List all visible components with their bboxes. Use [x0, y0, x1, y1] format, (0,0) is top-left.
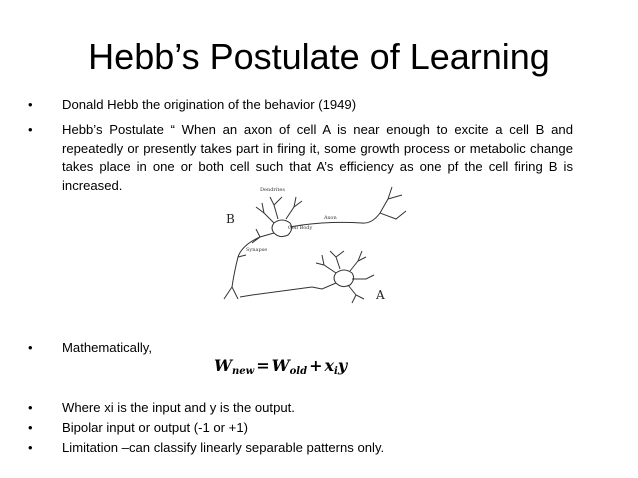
bullet-marker: •: [28, 440, 33, 455]
bullet-hebb-postulate: Hebb’s Postulate “ When an axon of cell A is near enough to excite a cell B and repeatedly or presently takes part in firing it, some growth process or metabolic change takes place in one or both cell such that A’s efficiency as one pf the cell firing B is increased.: [62, 122, 573, 193]
formula-w-new: W: [214, 356, 232, 375]
formula-w-old: W: [271, 356, 290, 375]
label-cell-body: Cell Body: [288, 225, 313, 231]
hebb-update-formula: [214, 356, 347, 377]
slide-title: Hebb’s Postulate of Learning: [88, 36, 550, 77]
bullet-bipolar: Bipolar input or output (-1 or +1): [62, 420, 248, 435]
formula-x: x: [324, 356, 335, 375]
bullet-marker: •: [28, 400, 33, 415]
label-axon: Axon: [324, 215, 337, 221]
formula-y: y: [337, 356, 348, 375]
bullet-marker: •: [28, 420, 33, 435]
label-cell-b: B: [226, 212, 235, 226]
label-synapse: Synapse: [246, 247, 268, 253]
label-dendrites: Dendrites: [260, 187, 285, 193]
bullet-marker: •: [28, 122, 33, 137]
formula-sub-old: old: [289, 366, 308, 377]
formula-sub-new: new: [231, 366, 255, 377]
bullet-marker: •: [28, 97, 33, 112]
formula-sub-i: i: [334, 366, 338, 377]
label-cell-a: A: [376, 288, 385, 302]
bullet-input-output-definition: Where xi is the input and y is the output.: [62, 400, 295, 415]
bullet-limitation: Limitation –can classify linearly separable patterns only.: [62, 440, 385, 455]
bullet-hebb-origin: Donald Hebb the origination of the behavior (1949): [62, 97, 357, 112]
formula-equals: =: [256, 356, 270, 375]
bullet-mathematically: Mathematically,: [62, 340, 152, 355]
bullet-marker: •: [28, 340, 33, 355]
neuron-diagram: [212, 183, 412, 305]
formula-plus: +: [309, 356, 323, 375]
